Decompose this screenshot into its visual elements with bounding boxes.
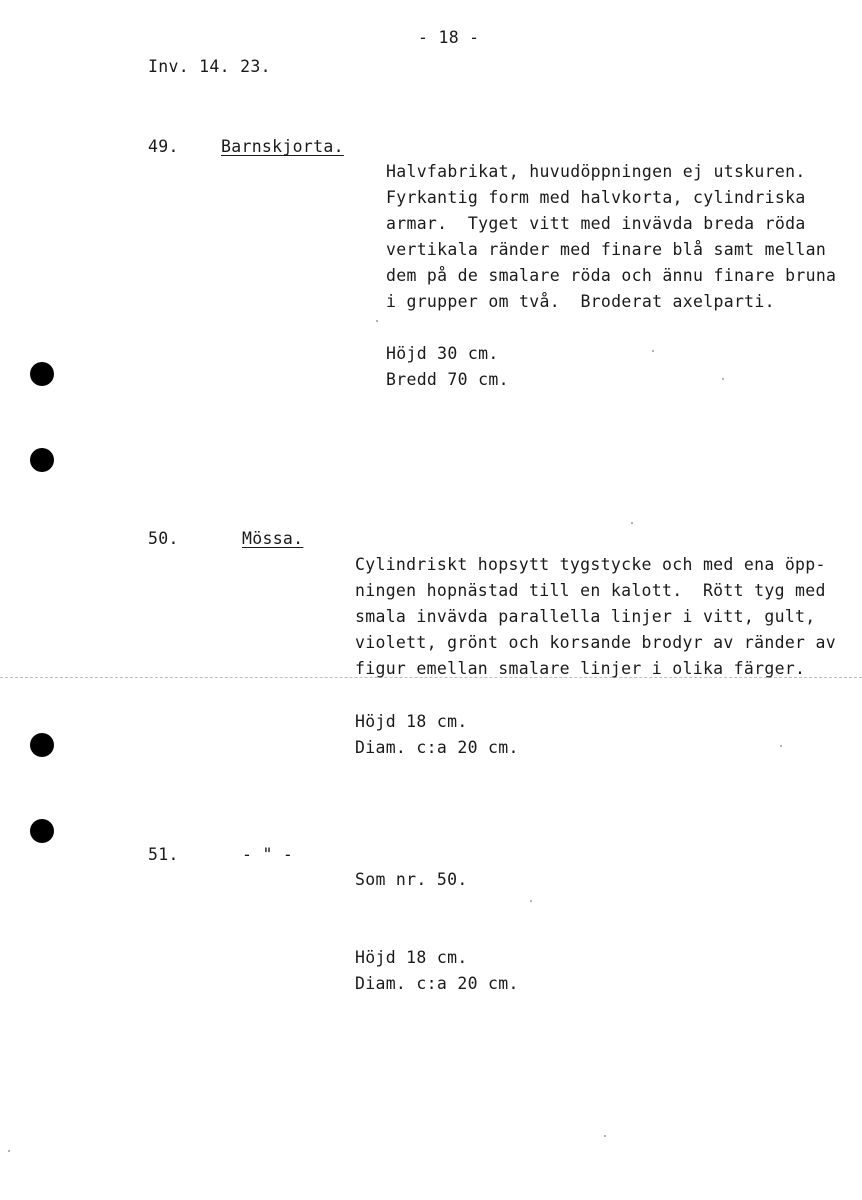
scan-speck xyxy=(530,900,532,902)
description-line: Halvfabrikat, huvudöppningen ej utskuren. xyxy=(386,162,806,181)
punch-hole-4 xyxy=(30,819,54,843)
entry-title: - " - xyxy=(242,845,294,864)
entry-description xyxy=(355,552,836,682)
entry-dimension: Diam. c:a 20 cm. xyxy=(355,738,519,757)
description-line: dem på de smalare röda och ännu finare bruna xyxy=(386,266,837,285)
description-line: ningen hopnästad till en kalott. Rött tyg med xyxy=(355,581,826,600)
punch-hole-3 xyxy=(30,733,54,757)
scan-speck xyxy=(604,1135,606,1137)
description-line: i grupper om två. Broderat axelparti. xyxy=(386,292,775,311)
entry-height: Höjd 18 cm. xyxy=(355,712,468,731)
entry-description xyxy=(355,867,468,893)
scan-speck xyxy=(652,350,654,352)
punch-hole-1 xyxy=(30,362,54,386)
scan-speck xyxy=(376,320,378,322)
description-line: armar. Tyget vitt med invävda breda röda xyxy=(386,214,806,233)
entry-number: 50. xyxy=(148,529,179,548)
entry-dimension: Diam. c:a 20 cm. xyxy=(355,974,519,993)
scan-speck xyxy=(722,378,724,380)
entry-height: Höjd 18 cm. xyxy=(355,948,468,967)
description-line: Som nr. 50. xyxy=(355,870,468,889)
entry-number: 49. xyxy=(148,137,179,156)
page-number: - 18 - xyxy=(418,28,480,47)
entry-height: Höjd 30 cm. xyxy=(386,344,499,363)
scan-speck xyxy=(8,1150,10,1152)
inventory-number: Inv. 14. 23. xyxy=(148,57,271,76)
entry-description xyxy=(386,159,836,315)
description-line: Fyrkantig form med halvkorta, cylindriska xyxy=(386,188,806,207)
description-line: violett, grönt och korsande brodyr av ränder av xyxy=(355,633,836,652)
entry-title: Mössa. xyxy=(242,529,304,548)
entry-title: Barnskjorta. xyxy=(221,137,344,156)
scan-speck xyxy=(631,522,633,524)
punch-hole-2 xyxy=(30,448,54,472)
description-line: smala invävda parallella linjer i vitt, gult, xyxy=(355,607,816,626)
entry-dimension: Bredd 70 cm. xyxy=(386,370,509,389)
description-line: figur emellan smalare linjer i olika färger. xyxy=(355,659,806,678)
description-line: vertikala ränder med finare blå samt mellan xyxy=(386,240,827,259)
scan-speck xyxy=(780,745,782,747)
entry-number: 51. xyxy=(148,845,179,864)
description-line: Cylindriskt hopsytt tygstycke och med ena öpp- xyxy=(355,555,826,574)
